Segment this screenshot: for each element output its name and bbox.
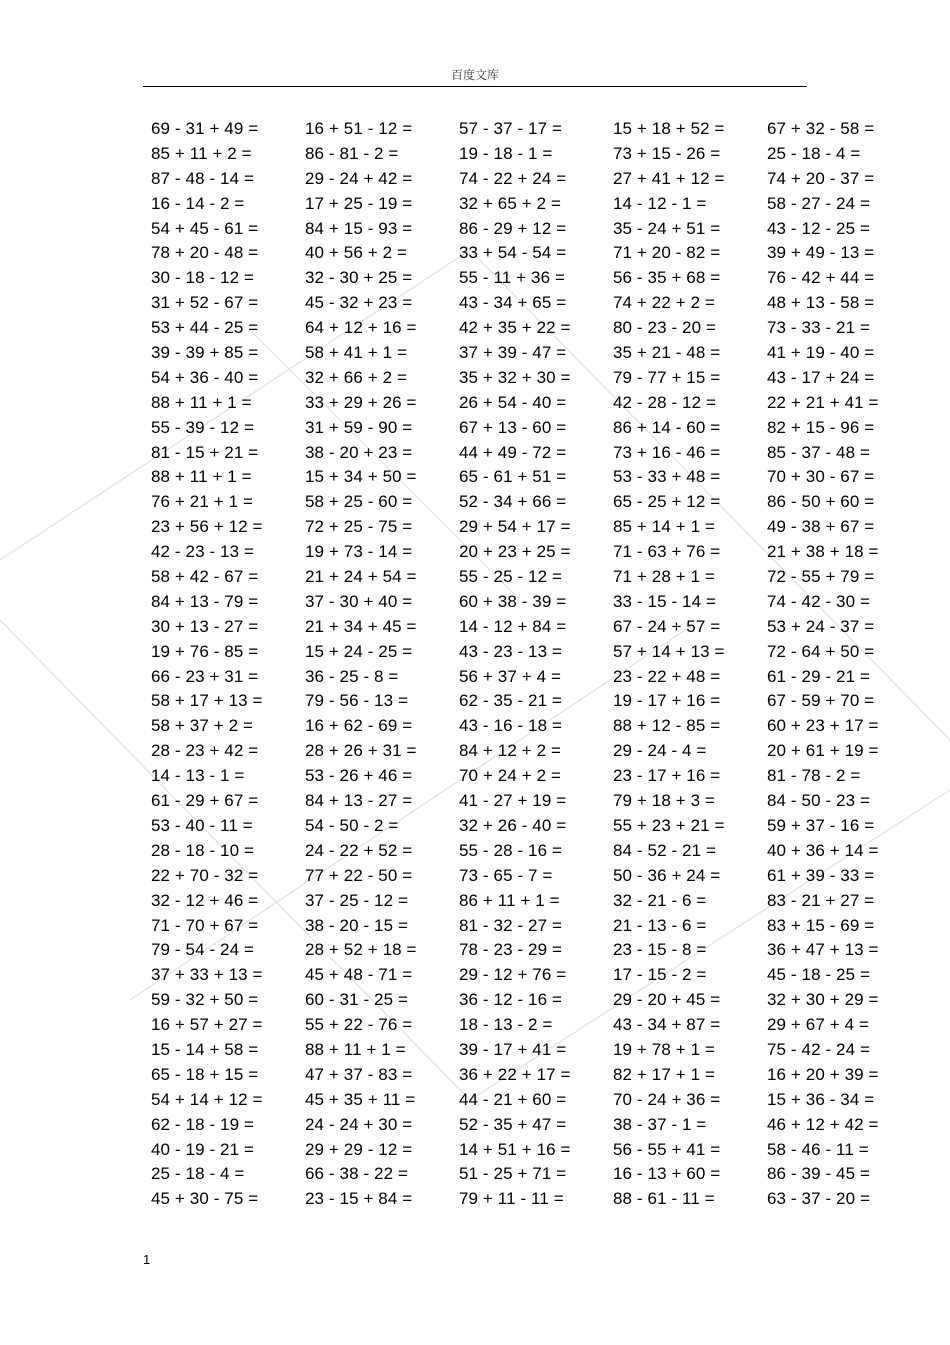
problem-grid: [151, 117, 919, 1212]
math-problem: 73 + 15 - 26 =: [613, 143, 721, 163]
math-problem: 17 + 25 - 19 =: [305, 193, 413, 213]
math-problem: 70 - 24 + 36 =: [613, 1089, 721, 1109]
math-problem: 60 + 23 + 17 =: [767, 716, 879, 736]
math-problem: 43 - 17 + 24 =: [767, 367, 875, 387]
math-problem: 23 - 17 + 16 =: [613, 766, 721, 786]
math-problem: 29 + 54 + 17 =: [459, 517, 571, 537]
math-problem: 16 + 57 + 27 =: [151, 1015, 263, 1035]
math-problem: 43 - 16 - 18 =: [459, 716, 562, 736]
math-problem: 25 - 18 - 4 =: [151, 1164, 245, 1184]
math-problem: 84 + 15 - 93 =: [305, 218, 413, 238]
math-problem: 86 + 14 - 60 =: [613, 417, 721, 437]
math-problem: 55 - 11 + 36 =: [459, 268, 565, 288]
math-problem: 59 - 32 + 50 =: [151, 990, 259, 1010]
math-problem: 54 - 50 - 2 =: [305, 815, 399, 835]
math-problem: 71 - 63 + 76 =: [613, 542, 721, 562]
math-problem: 55 + 22 - 76 =: [305, 1015, 413, 1035]
math-problem: 15 + 24 - 25 =: [305, 641, 413, 661]
math-problem: 65 - 25 + 12 =: [613, 492, 721, 512]
math-problem: 16 + 51 - 12 =: [305, 119, 413, 138]
math-problem: 47 + 37 - 83 =: [305, 1064, 413, 1084]
math-problem: 30 - 18 - 12 =: [151, 268, 254, 288]
math-problem: 67 + 32 - 58 =: [767, 119, 875, 138]
math-problem: 31 + 52 - 67 =: [151, 293, 259, 313]
math-problem: 61 - 29 + 67 =: [151, 791, 259, 811]
math-problem: 28 + 26 + 31 =: [305, 741, 417, 761]
math-problem: 43 - 34 + 87 =: [613, 1015, 721, 1035]
math-problem: 29 - 24 - 4 =: [613, 741, 707, 761]
math-problem: 14 - 13 - 1 =: [151, 766, 245, 786]
math-problem: 71 - 70 + 67 =: [151, 915, 259, 935]
math-problem: 74 + 20 - 37 =: [767, 168, 875, 188]
math-problem: 82 + 15 - 96 =: [767, 417, 875, 437]
math-problem: 20 + 23 + 25 =: [459, 542, 571, 562]
math-problem: 45 + 48 - 71 =: [305, 965, 413, 985]
math-problem: 65 - 61 + 51 =: [459, 467, 567, 487]
math-problem: 65 - 18 + 15 =: [151, 1064, 259, 1084]
math-problem: 76 - 42 + 44 =: [767, 268, 875, 288]
math-problem: 85 - 37 - 48 =: [767, 442, 870, 462]
math-problem: 19 + 78 + 1 =: [613, 1039, 715, 1059]
math-problem: 14 - 12 + 84 =: [459, 616, 567, 636]
math-problem: 28 - 18 - 10 =: [151, 840, 254, 860]
math-problem: 16 - 13 + 60 =: [613, 1164, 721, 1184]
math-problem: 64 + 12 + 16 =: [305, 318, 417, 338]
math-problem: 23 - 15 - 8 =: [613, 940, 707, 960]
math-problem: 72 + 25 - 75 =: [305, 517, 413, 537]
math-problem: 29 + 29 - 12 =: [305, 1139, 413, 1159]
math-problem: 73 + 16 - 46 =: [613, 442, 721, 462]
math-problem: 70 + 30 - 67 =: [767, 467, 875, 487]
math-problem: 45 + 30 - 75 =: [151, 1189, 259, 1209]
math-problem: 33 - 15 - 14 =: [613, 591, 716, 611]
math-problem: 72 - 64 + 50 =: [767, 641, 875, 661]
math-problem: 79 + 11 - 11 =: [459, 1189, 564, 1209]
math-problem: 58 + 41 + 1 =: [305, 343, 407, 363]
math-problem: 37 + 33 + 13 =: [151, 965, 263, 985]
math-problem: 55 - 39 - 12 =: [151, 417, 254, 437]
math-problem: 32 + 30 + 29 =: [767, 990, 879, 1010]
math-problem: 38 - 20 + 23 =: [305, 442, 413, 462]
math-problem: 81 - 15 + 21 =: [151, 442, 259, 462]
math-problem: 37 + 39 - 47 =: [459, 343, 567, 363]
math-problem: 59 + 37 - 16 =: [767, 815, 875, 835]
math-problem: 75 - 42 - 24 =: [767, 1039, 870, 1059]
math-problem: 33 + 54 - 54 =: [459, 243, 567, 263]
math-problem: 58 + 42 - 67 =: [151, 567, 259, 587]
math-problem: 21 + 24 + 54 =: [305, 567, 417, 587]
math-problem: 23 - 22 + 48 =: [613, 666, 721, 686]
math-problem: 26 + 54 - 40 =: [459, 392, 567, 412]
math-problem: 38 - 20 - 15 =: [305, 915, 408, 935]
math-problem: 29 - 12 + 76 =: [459, 965, 567, 985]
math-problem: 71 + 20 - 82 =: [613, 243, 721, 263]
math-problem: 36 - 12 - 16 =: [459, 990, 562, 1010]
math-problem: 36 + 47 + 13 =: [767, 940, 879, 960]
math-problem: 50 - 36 + 24 =: [613, 865, 721, 885]
math-problem: 21 + 34 + 45 =: [305, 616, 417, 636]
math-problem: 57 - 37 - 17 =: [459, 119, 562, 138]
math-problem: 60 + 38 - 39 =: [459, 591, 567, 611]
math-problem: 43 - 12 - 25 =: [767, 218, 870, 238]
math-problem: 85 + 11 + 2 =: [151, 143, 252, 163]
math-problem: 61 - 29 - 21 =: [767, 666, 870, 686]
math-problem: 53 - 33 + 48 =: [613, 467, 721, 487]
math-problem: 36 - 25 - 8 =: [305, 666, 399, 686]
math-problem: 78 - 23 - 29 =: [459, 940, 562, 960]
math-problem: 19 + 76 - 85 =: [151, 641, 259, 661]
math-problem: 73 - 65 - 7 =: [459, 865, 553, 885]
math-problem: 55 + 23 + 21 =: [613, 815, 725, 835]
math-problem: 31 + 59 - 90 =: [305, 417, 413, 437]
math-problem: 16 + 20 + 39 =: [767, 1064, 879, 1084]
math-problem: 45 - 32 + 23 =: [305, 293, 413, 313]
math-problem: 39 + 49 - 13 =: [767, 243, 875, 263]
math-problem: 30 + 13 - 27 =: [151, 616, 259, 636]
math-problem: 32 - 12 + 46 =: [151, 890, 259, 910]
math-problem: 71 + 28 + 1 =: [613, 567, 715, 587]
math-problem: 39 - 17 + 41 =: [459, 1039, 567, 1059]
math-problem: 48 + 13 - 58 =: [767, 293, 875, 313]
math-problem: 16 + 62 - 69 =: [305, 716, 413, 736]
math-problem: 44 - 21 + 60 =: [459, 1089, 567, 1109]
math-problem: 53 - 26 + 46 =: [305, 766, 413, 786]
math-problem: 57 + 14 + 13 =: [613, 641, 725, 661]
math-problem: 37 - 30 + 40 =: [305, 591, 413, 611]
math-problem: 32 + 65 + 2 =: [459, 193, 561, 213]
math-problem: 58 + 25 - 60 =: [305, 492, 413, 512]
math-problem: 86 - 50 + 60 =: [767, 492, 875, 512]
math-problem: 35 + 32 + 30 =: [459, 367, 571, 387]
math-problem: 84 - 52 - 21 =: [613, 840, 716, 860]
math-problem: 20 + 61 + 19 =: [767, 741, 879, 761]
math-problem: 32 + 26 - 40 =: [459, 815, 567, 835]
math-problem: 22 + 70 - 32 =: [151, 865, 259, 885]
math-problem: 86 - 81 - 2 =: [305, 143, 399, 163]
math-problem: 80 - 23 - 20 =: [613, 318, 716, 338]
math-problem: 49 - 38 + 67 =: [767, 517, 875, 537]
math-problem: 55 - 28 - 16 =: [459, 840, 562, 860]
math-problem: 35 + 21 - 48 =: [613, 343, 721, 363]
math-problem: 27 + 41 + 12 =: [613, 168, 725, 188]
math-problem: 85 + 14 + 1 =: [613, 517, 715, 537]
math-problem: 67 - 59 + 70 =: [767, 691, 875, 711]
math-problem: 63 - 37 - 20 =: [767, 1189, 870, 1209]
math-problem: 29 + 67 + 4 =: [767, 1015, 869, 1035]
math-problem: 88 - 61 - 11 =: [613, 1189, 715, 1209]
math-problem: 40 + 36 + 14 =: [767, 840, 879, 860]
math-problem: 28 - 23 + 42 =: [151, 741, 259, 761]
math-problem: 45 - 18 - 25 =: [767, 965, 870, 985]
math-problem: 73 - 33 - 21 =: [767, 318, 870, 338]
math-problem: 62 - 18 - 19 =: [151, 1114, 254, 1134]
math-problem: 56 + 37 + 4 =: [459, 666, 561, 686]
math-problem: 88 + 11 + 1 =: [151, 392, 252, 412]
math-problem: 72 - 55 + 79 =: [767, 567, 875, 587]
math-problem: 54 + 14 + 12 =: [151, 1089, 263, 1109]
math-problem: 67 + 13 - 60 =: [459, 417, 567, 437]
math-problem: 19 - 18 - 1 =: [459, 143, 553, 163]
math-problem: 56 - 55 + 41 =: [613, 1139, 721, 1159]
math-problem: 24 - 24 + 30 =: [305, 1114, 413, 1134]
math-problem: 19 + 73 - 14 =: [305, 542, 413, 562]
math-problem: 32 + 66 + 2 =: [305, 367, 407, 387]
math-problem: 16 - 14 - 2 =: [151, 193, 245, 213]
math-problem: 15 + 18 + 52 =: [613, 119, 725, 138]
math-problem: 84 + 13 - 79 =: [151, 591, 259, 611]
math-problem: 88 + 11 + 1 =: [305, 1039, 406, 1059]
math-problem: 53 - 40 - 11 =: [151, 815, 253, 835]
math-problem: 78 + 20 - 48 =: [151, 243, 259, 263]
math-problem: 76 + 21 + 1 =: [151, 492, 253, 512]
math-problem: 60 - 31 - 25 =: [305, 990, 408, 1010]
math-problem: 15 + 34 + 50 =: [305, 467, 417, 487]
math-problem: 54 + 36 - 40 =: [151, 367, 259, 387]
math-problem: 51 - 25 + 71 =: [459, 1164, 567, 1184]
math-problem: 84 + 13 - 27 =: [305, 791, 413, 811]
math-problem: 62 - 35 - 21 =: [459, 691, 562, 711]
math-problem: 74 + 22 + 2 =: [613, 293, 715, 313]
math-problem: 18 - 13 - 2 =: [459, 1015, 553, 1035]
math-problem: 28 + 52 + 18 =: [305, 940, 417, 960]
math-problem: 84 - 50 - 23 =: [767, 791, 870, 811]
math-problem: 66 - 23 + 31 =: [151, 666, 259, 686]
math-problem: 42 + 35 + 22 =: [459, 318, 571, 338]
math-problem: 39 - 39 + 85 =: [151, 343, 259, 363]
math-problem: 66 - 38 - 22 =: [305, 1164, 408, 1184]
math-problem: 56 - 35 + 68 =: [613, 268, 721, 288]
math-problem: 29 - 20 + 45 =: [613, 990, 721, 1010]
math-problem: 32 - 21 - 6 =: [613, 890, 707, 910]
math-problem: 42 - 23 - 13 =: [151, 542, 254, 562]
math-problem: 67 - 24 + 57 =: [613, 616, 721, 636]
math-problem: 22 + 21 + 41 =: [767, 392, 879, 412]
math-problem: 40 - 19 - 21 =: [151, 1139, 254, 1159]
math-problem: 25 - 18 - 4 =: [767, 143, 861, 163]
math-problem: 86 + 11 + 1 =: [459, 890, 560, 910]
math-problem: 52 - 35 + 47 =: [459, 1114, 567, 1134]
math-problem: 36 + 22 + 17 =: [459, 1064, 571, 1084]
math-problem: 40 + 56 + 2 =: [305, 243, 407, 263]
math-problem: 37 - 25 - 12 =: [305, 890, 408, 910]
math-problem: 79 - 56 - 13 =: [305, 691, 408, 711]
math-problem: 15 + 36 - 34 =: [767, 1089, 875, 1109]
math-problem: 14 + 51 + 16 =: [459, 1139, 571, 1159]
math-problem: 23 - 15 + 84 =: [305, 1189, 413, 1209]
math-problem: 23 + 56 + 12 =: [151, 517, 263, 537]
math-problem: 55 - 25 - 12 =: [459, 567, 562, 587]
math-problem: 33 + 29 + 26 =: [305, 392, 417, 412]
math-problem: 74 - 42 - 30 =: [767, 591, 870, 611]
math-problem: 83 + 15 - 69 =: [767, 915, 875, 935]
math-problem: 41 - 27 + 19 =: [459, 791, 567, 811]
math-problem: 70 + 24 + 2 =: [459, 766, 561, 786]
math-problem: 86 - 39 - 45 =: [767, 1164, 870, 1184]
math-problem: 52 - 34 + 66 =: [459, 492, 567, 512]
math-problem: 24 - 22 + 52 =: [305, 840, 413, 860]
math-problem: 61 + 39 - 33 =: [767, 865, 875, 885]
math-problem: 58 - 27 - 24 =: [767, 193, 870, 213]
math-problem: 79 - 77 + 15 =: [613, 367, 721, 387]
math-problem: 53 + 44 - 25 =: [151, 318, 259, 338]
math-problem: 35 - 24 + 51 =: [613, 218, 721, 238]
math-problem: 41 + 19 - 40 =: [767, 343, 875, 363]
math-problem: 69 - 31 + 49 =: [151, 119, 259, 138]
math-problem: 58 + 37 + 2 =: [151, 716, 253, 736]
math-problem: 14 - 12 - 1 =: [613, 193, 707, 213]
header-title: 百度文库: [450, 68, 499, 82]
math-problem: 54 + 45 - 61 =: [151, 218, 259, 238]
math-problem: 88 + 12 - 85 =: [613, 716, 721, 736]
math-problem: 81 - 78 - 2 =: [767, 766, 861, 786]
header-rule: [143, 86, 807, 87]
math-problem: 38 - 37 - 1 =: [613, 1114, 707, 1134]
page-number: 1: [143, 1252, 151, 1267]
math-problem: 84 + 12 + 2 =: [459, 741, 561, 761]
math-problem: 82 + 17 + 1 =: [613, 1064, 715, 1084]
math-problem: 19 - 17 + 16 =: [613, 691, 721, 711]
math-problem: 58 - 46 - 11 =: [767, 1139, 869, 1159]
math-problem: 43 - 23 - 13 =: [459, 641, 562, 661]
math-problem: 79 + 18 + 3 =: [613, 791, 715, 811]
math-problem: 81 - 32 - 27 =: [459, 915, 562, 935]
math-problem: 45 + 35 + 11 =: [305, 1089, 416, 1109]
math-problem: 77 + 22 - 50 =: [305, 865, 413, 885]
math-problem: 43 - 34 + 65 =: [459, 293, 567, 313]
math-problem: 44 + 49 - 72 =: [459, 442, 567, 462]
math-problem: 86 - 29 + 12 =: [459, 218, 567, 238]
math-problem: 53 + 24 - 37 =: [767, 616, 875, 636]
math-problem: 83 - 21 + 27 =: [767, 890, 875, 910]
math-problem: 32 - 30 + 25 =: [305, 268, 413, 288]
math-problem: 15 - 14 + 58 =: [151, 1039, 259, 1059]
math-problem: 58 + 17 + 13 =: [151, 691, 263, 711]
math-problem: 17 - 15 - 2 =: [613, 965, 707, 985]
math-problem: 87 - 48 - 14 =: [151, 168, 254, 188]
math-problem: 79 - 54 - 24 =: [151, 940, 254, 960]
math-problem: 88 + 11 + 1 =: [151, 467, 252, 487]
math-problem: 46 + 12 + 42 =: [767, 1114, 879, 1134]
math-problem: 74 - 22 + 24 =: [459, 168, 567, 188]
math-problem: 21 + 38 + 18 =: [767, 542, 879, 562]
math-problem: 29 - 24 + 42 =: [305, 168, 413, 188]
math-problem: 21 - 13 - 6 =: [613, 915, 707, 935]
math-problem: 42 - 28 - 12 =: [613, 392, 716, 412]
